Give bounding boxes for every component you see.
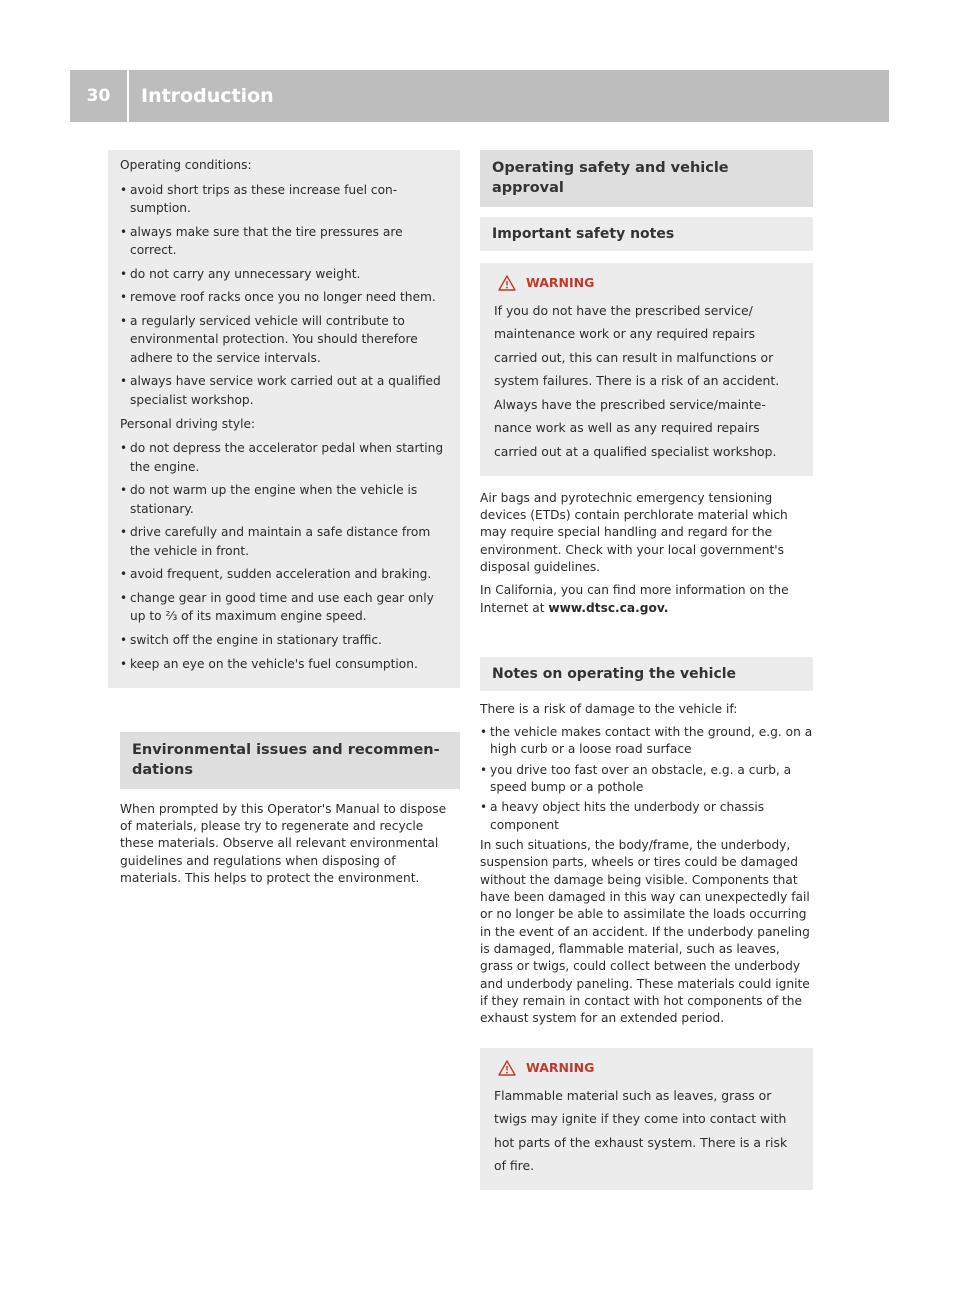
list-item: • always have service work carried out at a qualified specialist workshop. (120, 372, 450, 409)
important-heading: Important safety notes (480, 217, 813, 251)
environmental-text: When prompted by this Operator's Manual to dispose of materials, please try to regenerate and recycle these materials. Observe all relevant environmental guidelines and regulations when disposing of materials. This helps to protect the environment. (120, 801, 447, 886)
warning-triangle-icon (498, 1060, 516, 1076)
warning-box (480, 263, 813, 476)
list-item: • avoid short trips as these increase fuel consumption. (120, 181, 450, 218)
driving-list (120, 439, 450, 673)
warning-triangle-icon (498, 275, 516, 291)
driving-heading: Personal driving style: (120, 416, 256, 431)
list-item: • do not carry any unnecessary weight. (120, 265, 450, 284)
warning-box (480, 1048, 813, 1190)
notes-heading: Notes on operating the vehicle (480, 657, 813, 691)
safety-heading: Operating safety and vehicle approval (480, 150, 813, 207)
airbags-text: Air bags and pyrotechnic emergency tensioning devices (ETDs) contain perchlorate material which may require special handling and regard for the environment. Check with your local government's disposal guidelines. (480, 490, 788, 574)
page-header (70, 70, 889, 122)
list-item: • keep an eye on the vehicle's fuel consumption. (120, 655, 450, 674)
list-item: • always make sure that the tire pressures are correct. (120, 223, 450, 260)
left-column (120, 150, 460, 887)
list-item: • avoid frequent, sudden acceleration and braking. (120, 565, 450, 584)
list-item: • a heavy object hits the underbody or chassis component (480, 799, 813, 834)
list-item: • switch off the engine in stationary traffic. (120, 631, 450, 650)
eco-tips-box (108, 150, 460, 688)
warning-title (494, 1060, 799, 1076)
list-item: • drive carefully and maintain a safe distance from the vehicle in front. (120, 523, 450, 560)
operating-list (120, 181, 450, 410)
warning-text: If you do not have the prescribed service/ maintenance work or any required repairs carried out, this can result in malfunctions or system failures. There is a risk of an accident. (494, 302, 780, 389)
warning-title (494, 275, 799, 291)
dtsc-link[interactable]: www.dtsc.ca.gov. (548, 600, 669, 615)
notes-section (480, 701, 813, 1028)
situations-text: In such situations, the body/frame, the underbody, suspension parts, wheels or tires could be damaged without the damage being visible. Components that have been damaged in this way can unexpectedly fail or no longer be able to assimilate the loads occurring in the event of an accident. If the underbody paneling is damaged, flammable material, such as leaves, grass or twigs, could collect between the underbody and underbody paneling. These materials could ignite if they remain in contact with hot components of the exhaust system for an extended period. (480, 838, 810, 1026)
environmental-heading: Environmental issues and recommendations (120, 732, 460, 789)
warning-text: Flammable material such as leaves, grass or twigs may ignite if they come into contact with hot parts of the exhaust system. There is a risk of fire. (494, 1087, 788, 1174)
list-item: • do not depress the accelerator pedal when starting the engine. (120, 439, 450, 476)
list-item: • a regularly serviced vehicle will contribute to environmental protection. You should therefore adhere to the service intervals. (120, 312, 450, 368)
risk-list (480, 724, 813, 834)
list-item: • the vehicle makes contact with the ground, e.g. on a high curb or a loose road surface (480, 724, 813, 759)
list-item: • you drive too fast over an obstacle, e.g. a curb, a speed bump or a pothole (480, 762, 813, 797)
warning-text: Always have the prescribed service/maintenance work as well as any required repairs carried out at a qualified specialist workshop. (494, 396, 777, 459)
right-column (480, 150, 813, 1190)
header-divider (127, 70, 129, 122)
chapter-title: Introduction (141, 85, 274, 107)
warning-label: WARNING (526, 1060, 595, 1076)
page-number: 30 (86, 86, 111, 106)
list-item: • do not warm up the engine when the vehicle is stationary. (120, 481, 450, 518)
list-item: • remove roof racks once you no longer need them. (120, 288, 450, 307)
california-text: In California, you can find more information on the Internet at www.dtsc.ca.gov. (480, 583, 789, 615)
airbags-section (480, 490, 813, 617)
list-item: • change gear in good time and use each gear only up to ⅔ of its maximum engine speed. (120, 589, 450, 626)
warning-label: WARNING (526, 275, 595, 291)
risk-intro: There is a risk of damage to the vehicle if: (480, 701, 738, 716)
operating-heading: Operating conditions: (120, 158, 252, 172)
